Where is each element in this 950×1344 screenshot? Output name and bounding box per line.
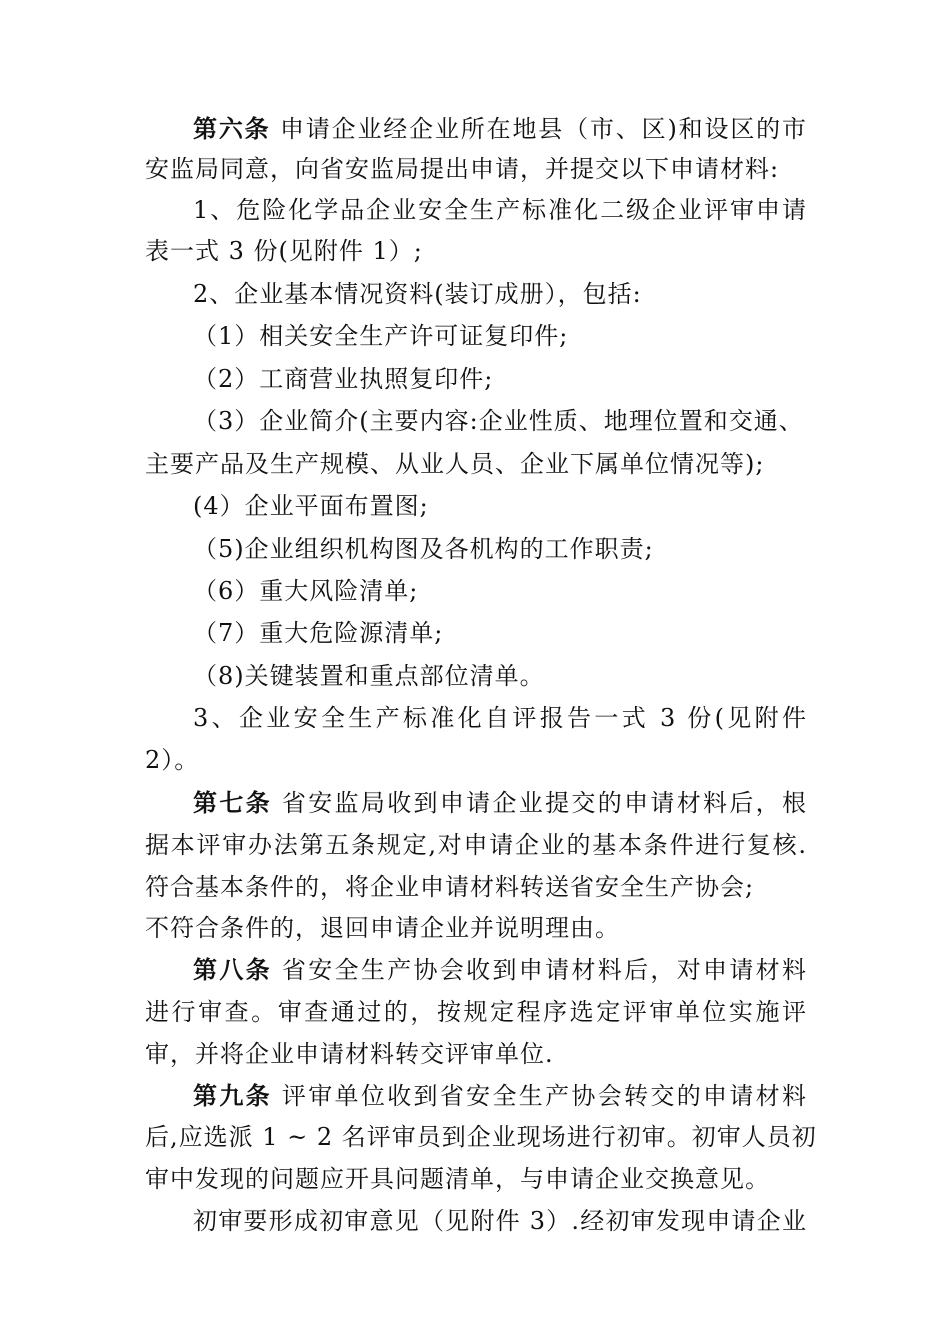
article-6-item: （1）相关安全生产许可证复印件; [193, 322, 569, 350]
article-9-line: 审中发现的问题应开具问题清单，与申请企业交换意见。 [145, 1165, 770, 1193]
article-7-line: 符合基本条件的，将企业申请材料转送省安全生产协会; [145, 873, 755, 901]
article-6-item: 表一式 3 份(见附件 1）; [145, 237, 423, 265]
article-6-item: （3）企业简介(主要内容:企业性质、地理位置和交通、 [193, 407, 804, 435]
article-8-line: 进行审查。审查通过的，按规定程序选定评审单位实施评 [145, 998, 807, 1026]
article-6-line-1: 第六条 申请企业经企业所在地县（市、区)和设区的市 [193, 115, 807, 143]
article-6-item: (4）企业平面布置图; [193, 492, 429, 520]
article-9-line-1: 第九条 评审单位收到省安全生产协会转交的申请材料 [193, 1082, 807, 1110]
article-8-heading: 第八条 [193, 956, 272, 984]
article-7-line: 据本评审办法第五条规定,对申请企业的基本条件进行复核. [145, 831, 807, 859]
article-9-line: 后,应选派 1 ~ 2 名评审员到企业现场进行初审。初审人员初 [145, 1123, 817, 1151]
article-7-line-1: 第七条 省安监局收到申请企业提交的申请材料后，根 [193, 789, 807, 817]
article-6-item: 3、企业安全生产标准化自评报告一式 3 份(见附件 [193, 704, 807, 732]
article-9-heading: 第九条 [193, 1082, 272, 1110]
article-8-line-1: 第八条 省安全生产协会收到申请材料后，对申请材料 [193, 956, 807, 984]
article-6-line-2: 安监局同意，向省安监局提出申请，并提交以下申请材料: [145, 155, 780, 183]
article-6-item: （7）重大危险源清单; [193, 619, 444, 647]
article-8-line: 审，并将企业申请材料转交评审单位. [145, 1040, 554, 1068]
article-7-line: 不符合条件的，退回申请企业并说明理由。 [145, 914, 620, 942]
article-6-item: （5)企业组织机构图及各机构的工作职责; [193, 535, 654, 563]
article-6-item: 1、危险化学品企业安全生产标准化二级企业评审申请 [193, 196, 807, 224]
article-6-item: （6）重大风险清单; [193, 577, 419, 605]
article-9-line: 初审要形成初审意见（见附件 3）.经初审发现申请企业 [193, 1207, 807, 1235]
article-7-heading: 第七条 [193, 789, 272, 817]
article-6-item: （2）工商营业执照复印件; [193, 365, 494, 393]
article-6-item: 主要产品及生产规模、从业人员、企业下属单位情况等); [145, 450, 765, 478]
article-6-item: 2、企业基本情况资料(装订成册），包括: [193, 280, 642, 308]
article-6-item: 2）。 [145, 746, 200, 774]
article-6-item: （8)关键装置和重点部位清单。 [193, 662, 545, 690]
article-6-heading: 第六条 [193, 115, 271, 143]
